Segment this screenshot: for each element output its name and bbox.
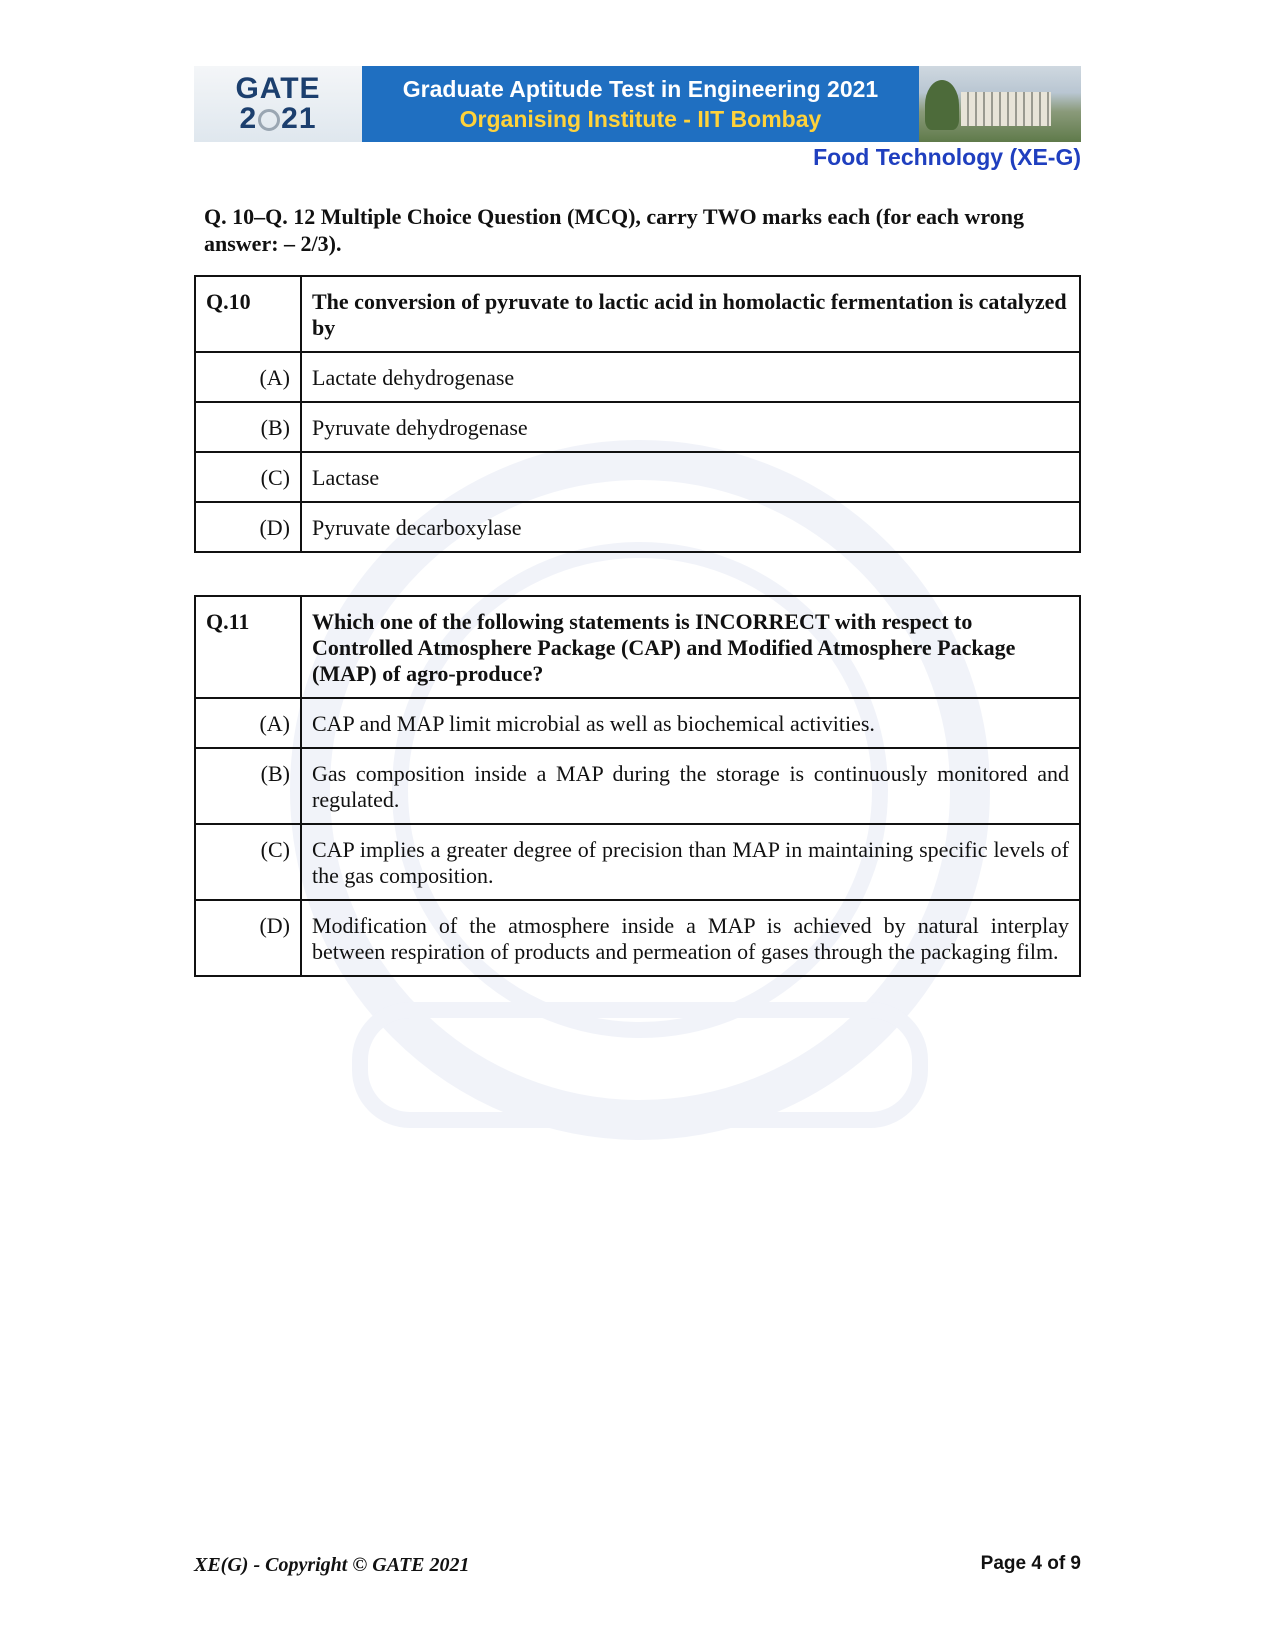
gate-logo [194, 66, 362, 142]
option-text: Lactate dehydrogenase [301, 352, 1080, 402]
option-text: Modification of the atmosphere inside a MAP is achieved by natural interplay between respiration of products and permeation of gases through the packaging film. [301, 900, 1080, 976]
option-text: Pyruvate dehydrogenase [301, 402, 1080, 452]
option-label: (D) [195, 900, 301, 976]
option-label: (C) [195, 452, 301, 502]
emblem-icon [258, 109, 280, 131]
banner-subtitle: Organising Institute - IIT Bombay [459, 105, 822, 132]
option-text: CAP and MAP limit microbial as well as biochemical activities. [301, 698, 1080, 748]
option-label: (B) [195, 748, 301, 824]
question-number: Q.10 [195, 276, 301, 352]
campus-photo [919, 66, 1081, 142]
option-label: (B) [195, 402, 301, 452]
option-label: (D) [195, 502, 301, 552]
option-label: (A) [195, 352, 301, 402]
logo-line2: 2 21 [239, 102, 317, 135]
footer-copyright: XE(G) - Copyright © GATE 2021 [194, 1554, 470, 1576]
banner-title-block [362, 66, 919, 142]
option-label: (A) [195, 698, 301, 748]
footer-page-number: Page 4 of 9 [980, 1553, 1081, 1574]
subject-title: Food Technology (XE-G) [813, 144, 1081, 170]
banner-title: Graduate Aptitude Test in Engineering 2021 [402, 75, 879, 102]
section-instructions: Q. 10–Q. 12 Multiple Choice Question (MCQ), carry TWO marks each (for each wrong answer: – 2/3). [204, 204, 1025, 256]
question-table-q11 [194, 595, 1081, 977]
question-table-q10 [194, 275, 1081, 553]
question-number: Q.11 [195, 596, 301, 698]
question-stem: The conversion of pyruvate to lactic acid in homolactic fermentation is catalyzed by [301, 276, 1080, 352]
option-text: Lactase [301, 452, 1080, 502]
logo-line1: GATE [235, 72, 321, 105]
question-stem: Which one of the following statements is INCORRECT with respect to Controlled Atmosphere Package (CAP) and Modified Atmosphere Package (MAP) of agro-produce? [301, 596, 1080, 698]
option-label: (C) [195, 824, 301, 900]
option-text: Pyruvate decarboxylase [301, 502, 1080, 552]
option-text: CAP implies a greater degree of precision than MAP in maintaining specific levels of the gas composition. [301, 824, 1080, 900]
gate-header-banner [194, 66, 1081, 142]
option-text: Gas composition inside a MAP during the storage is continuously monitored and regulated. [301, 748, 1080, 824]
